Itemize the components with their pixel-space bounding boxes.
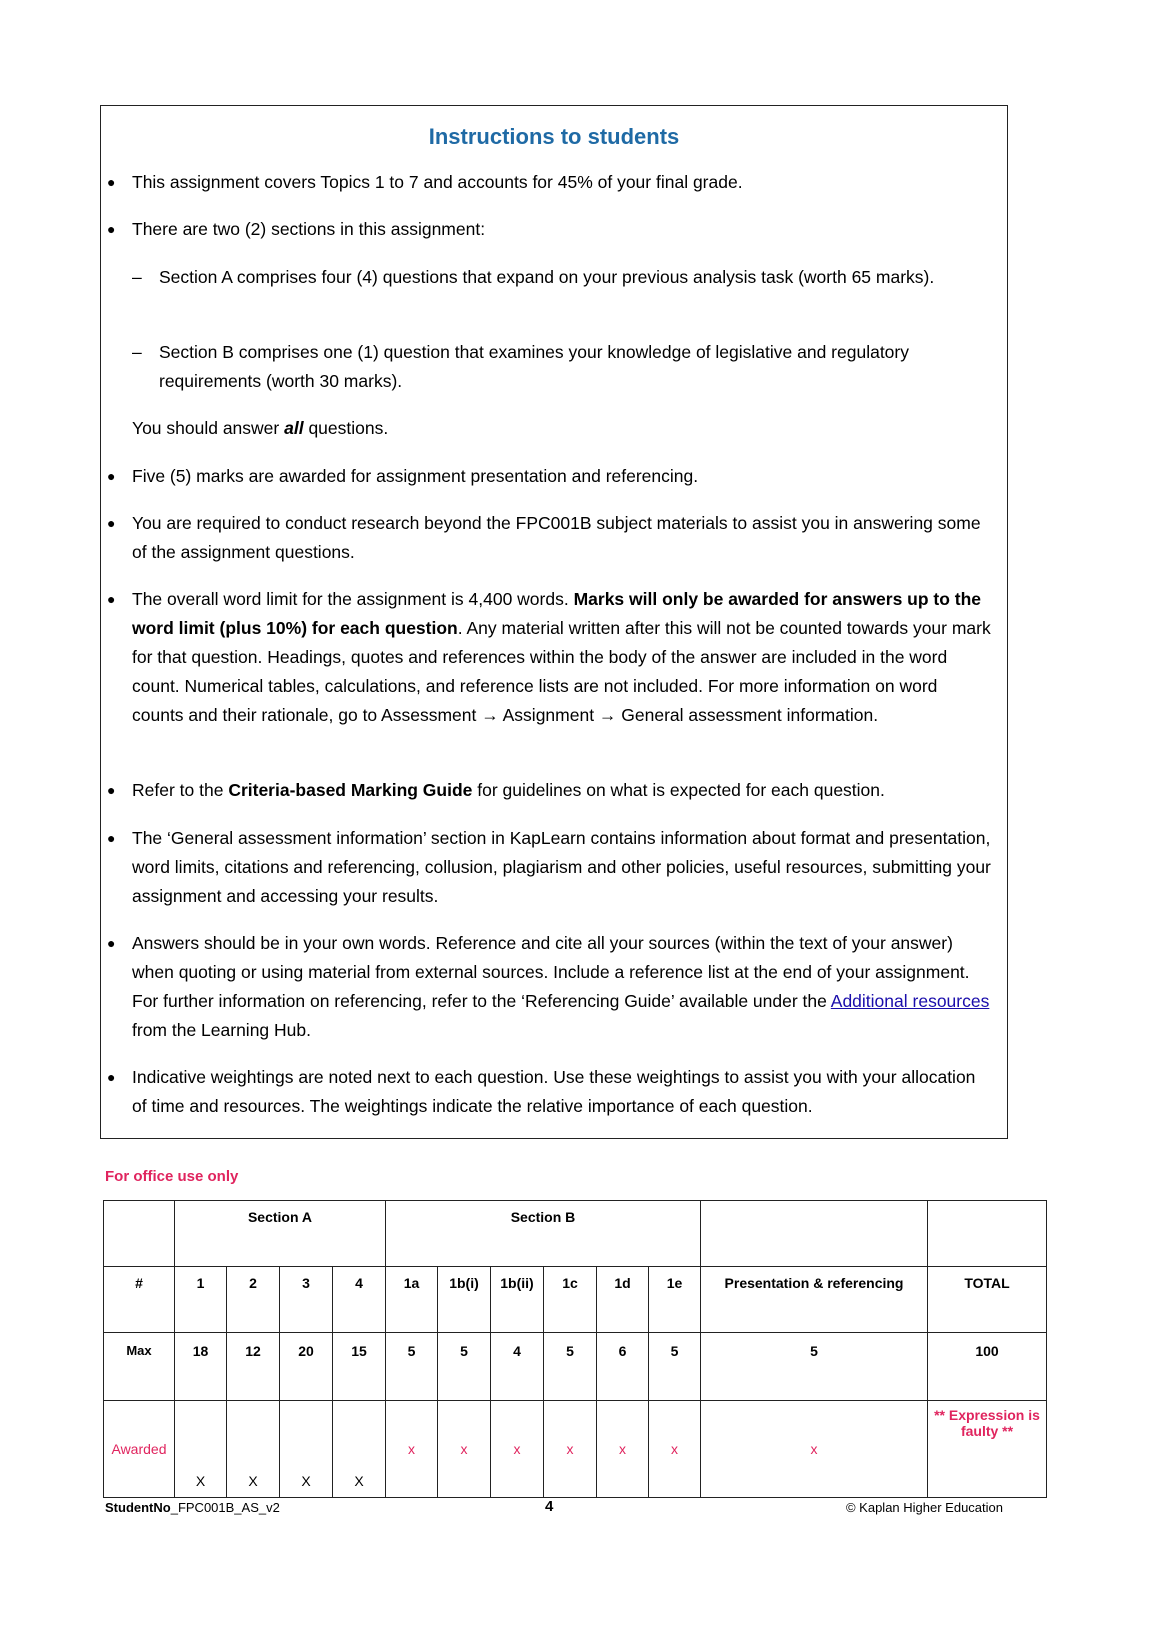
max-mark: 5 xyxy=(386,1333,438,1401)
instructions-title: Instructions to students xyxy=(428,124,680,149)
awarded-cell: X xyxy=(175,1401,227,1498)
t: _FPC001B_AS_v2 xyxy=(170,1500,280,1515)
max-mark: 4 xyxy=(491,1333,544,1401)
max-mark: 18 xyxy=(175,1333,227,1401)
office-use-label: For office use only xyxy=(105,1168,239,1185)
cell xyxy=(928,1201,1047,1267)
column-header: 1d xyxy=(597,1267,649,1333)
marks-table xyxy=(103,1200,1047,1498)
bullet-item-word-limit: ● The overall word limit for the assignment is 4,400 words. Marks will only be awarded for answers up to the word limit (plus 10%) for each question. Any material written after this will not be counted towards your mark for that question. Headings, quotes and references within the body of the answer are included in the word count. Numerical tables, calculations, and reference lists are not included. For more information on word counts and their rationale, go to Assessment → Assignment → General assessment information. xyxy=(107,589,991,725)
bullet-item-marking: ● Refer to the Criteria-based Marking Guide for guidelines on what is expected for each question. xyxy=(107,780,885,800)
t: StudentNo xyxy=(105,1500,171,1515)
max-mark: 15 xyxy=(333,1333,386,1401)
section-a-header: Section A xyxy=(175,1201,386,1267)
bullet-item-answers: ● Answers should be in your own words. Reference and cite all your sources (within the text of your answer) when quoting or using material from external sources. Include a reference list at the end of your assignment. For further information on referencing, refer to the ‘Referencing Guide’ available under the Additional resources from the Learning Hub. xyxy=(107,933,990,1040)
column-header: 4 xyxy=(333,1267,386,1333)
t: . Any material written after this will not be counted towards your mark for that question. Headings, quotes and references within the body of the answer are included in the word count. Numerical tables, calculations, and reference lists are not included. For more information on word counts and their rationale, go to Assessment → Assignment → General assessment information. xyxy=(132,618,991,725)
t: questions. xyxy=(303,418,389,438)
column-header: 3 xyxy=(280,1267,333,1333)
awarded-cell: x xyxy=(597,1401,649,1498)
footer-doc-id xyxy=(105,1500,280,1515)
max-mark: 12 xyxy=(227,1333,280,1401)
column-header: Presentation & referencing xyxy=(701,1267,928,1333)
max-mark: 5 xyxy=(701,1333,928,1401)
bullet-item: ● There are two (2) sections in this assignment: xyxy=(107,219,486,239)
awarded-cell: X xyxy=(333,1401,386,1498)
instructions-box xyxy=(100,105,1008,1139)
awarded-cell: x xyxy=(438,1401,491,1498)
column-header: 1c xyxy=(544,1267,597,1333)
item-text: Section A comprises four (4) questions that expand on your previous analysis task (worth 65 marks). xyxy=(159,267,935,287)
max-mark: 5 xyxy=(649,1333,701,1401)
item-text: This assignment covers Topics 1 to 7 and accounts for 45% of your final grade. xyxy=(132,172,743,192)
cell xyxy=(701,1201,928,1267)
max-mark: 100 xyxy=(928,1333,1047,1401)
awarded-label: Awarded xyxy=(104,1401,175,1498)
t: Marks will only be awarded for answers up to the word limit (plus 10%) for each question xyxy=(132,589,982,638)
t: for guidelines on what is expected for each question. xyxy=(472,780,885,800)
page-number: 4 xyxy=(545,1498,554,1515)
column-header: 2 xyxy=(227,1267,280,1333)
t: Refer to the xyxy=(132,780,229,800)
bullet-item: ● The ‘General assessment information’ section in KapLearn contains information about format and presentation, word limits, citations and referencing, collusion, plagiarism and other policies, useful resources, submitting your assignment and accessing your results. xyxy=(107,828,991,906)
bullet-item: ● You are required to conduct research beyond the FPC001B subject materials to assist you in answering some of the assignment questions. xyxy=(107,513,981,562)
column-header: TOTAL xyxy=(928,1267,1047,1333)
awarded-cell: x xyxy=(649,1401,701,1498)
column-header: 1b(i) xyxy=(438,1267,491,1333)
awarded-cell: x xyxy=(544,1401,597,1498)
t: Answers should be in your own words. Reference and cite all your sources (within the text of your answer) when quoting or using material from external sources. Include a reference list at the end of your assignment. For further information on referencing, refer to the ‘Referencing Guide’ available under the xyxy=(132,933,970,1011)
item-text: There are two (2) sections in this assignment: xyxy=(132,219,486,239)
max-mark: 5 xyxy=(438,1333,491,1401)
max-mark: 20 xyxy=(280,1333,333,1401)
cell xyxy=(104,1201,175,1267)
item-text: Indicative weightings are noted next to each question. Use these weightings to assist you with your allocation of time and resources. The weightings indicate the relative importance of each question. xyxy=(132,1067,976,1116)
awarded-cell: X xyxy=(227,1401,280,1498)
total-awarded-cell: ** Expression is faulty ** xyxy=(928,1401,1047,1498)
item-text: Five (5) marks are awarded for assignment presentation and referencing. xyxy=(132,466,699,486)
additional-resources-link[interactable]: Additional resources xyxy=(830,991,990,1011)
t: all xyxy=(284,418,304,438)
t: The overall word limit for the assignment is 4,400 words. xyxy=(132,589,574,609)
section-b-header: Section B xyxy=(386,1201,701,1267)
awarded-cell: x xyxy=(491,1401,544,1498)
item-text: You are required to conduct research beyond the FPC001B subject materials to assist you in answering some of the assignment questions. xyxy=(132,513,981,562)
max-mark: 6 xyxy=(597,1333,649,1401)
awarded-cell: x xyxy=(386,1401,438,1498)
t: You should answer xyxy=(132,418,285,438)
bullet-item: ● Indicative weightings are noted next to each question. Use these weightings to assist you with your allocation of time and resources. The weightings indicate the relative importance of each question. xyxy=(107,1067,976,1116)
t: Criteria-based Marking Guide xyxy=(228,780,473,800)
awarded-cell: X xyxy=(280,1401,333,1498)
sub-item: – Section A comprises four (4) questions that expand on your previous analysis task (worth 65 marks). xyxy=(132,267,935,287)
column-header: 1b(ii) xyxy=(491,1267,544,1333)
column-header: 1 xyxy=(175,1267,227,1333)
column-header: 1e xyxy=(649,1267,701,1333)
column-header: 1a xyxy=(386,1267,438,1333)
awarded-cell: x xyxy=(701,1401,928,1498)
column-header: # xyxy=(104,1267,175,1333)
sub-item: – Section B comprises one (1) question that examines your knowledge of legislative and regulatory requirements (worth 30 marks). xyxy=(132,342,909,391)
max-mark: 5 xyxy=(544,1333,597,1401)
t: from the Learning Hub. xyxy=(132,1020,311,1040)
answer-all-note xyxy=(132,414,992,443)
bullet-item: ● This assignment covers Topics 1 to 7 and accounts for 45% of your final grade. xyxy=(107,172,743,192)
bullet-item: ● Five (5) marks are awarded for assignment presentation and referencing. xyxy=(107,466,699,486)
footer-copyright: © Kaplan Higher Education xyxy=(845,1500,1003,1515)
row-label: Max xyxy=(104,1333,175,1401)
item-text: Section B comprises one (1) question that examines your knowledge of legislative and regulatory requirements (worth 30 marks). xyxy=(159,342,909,391)
item-text: The ‘General assessment information’ section in KapLearn contains information about format and presentation, word limits, citations and referencing, collusion, plagiarism and other policies, useful resources, submitting your assignment and accessing your results. xyxy=(132,828,991,906)
